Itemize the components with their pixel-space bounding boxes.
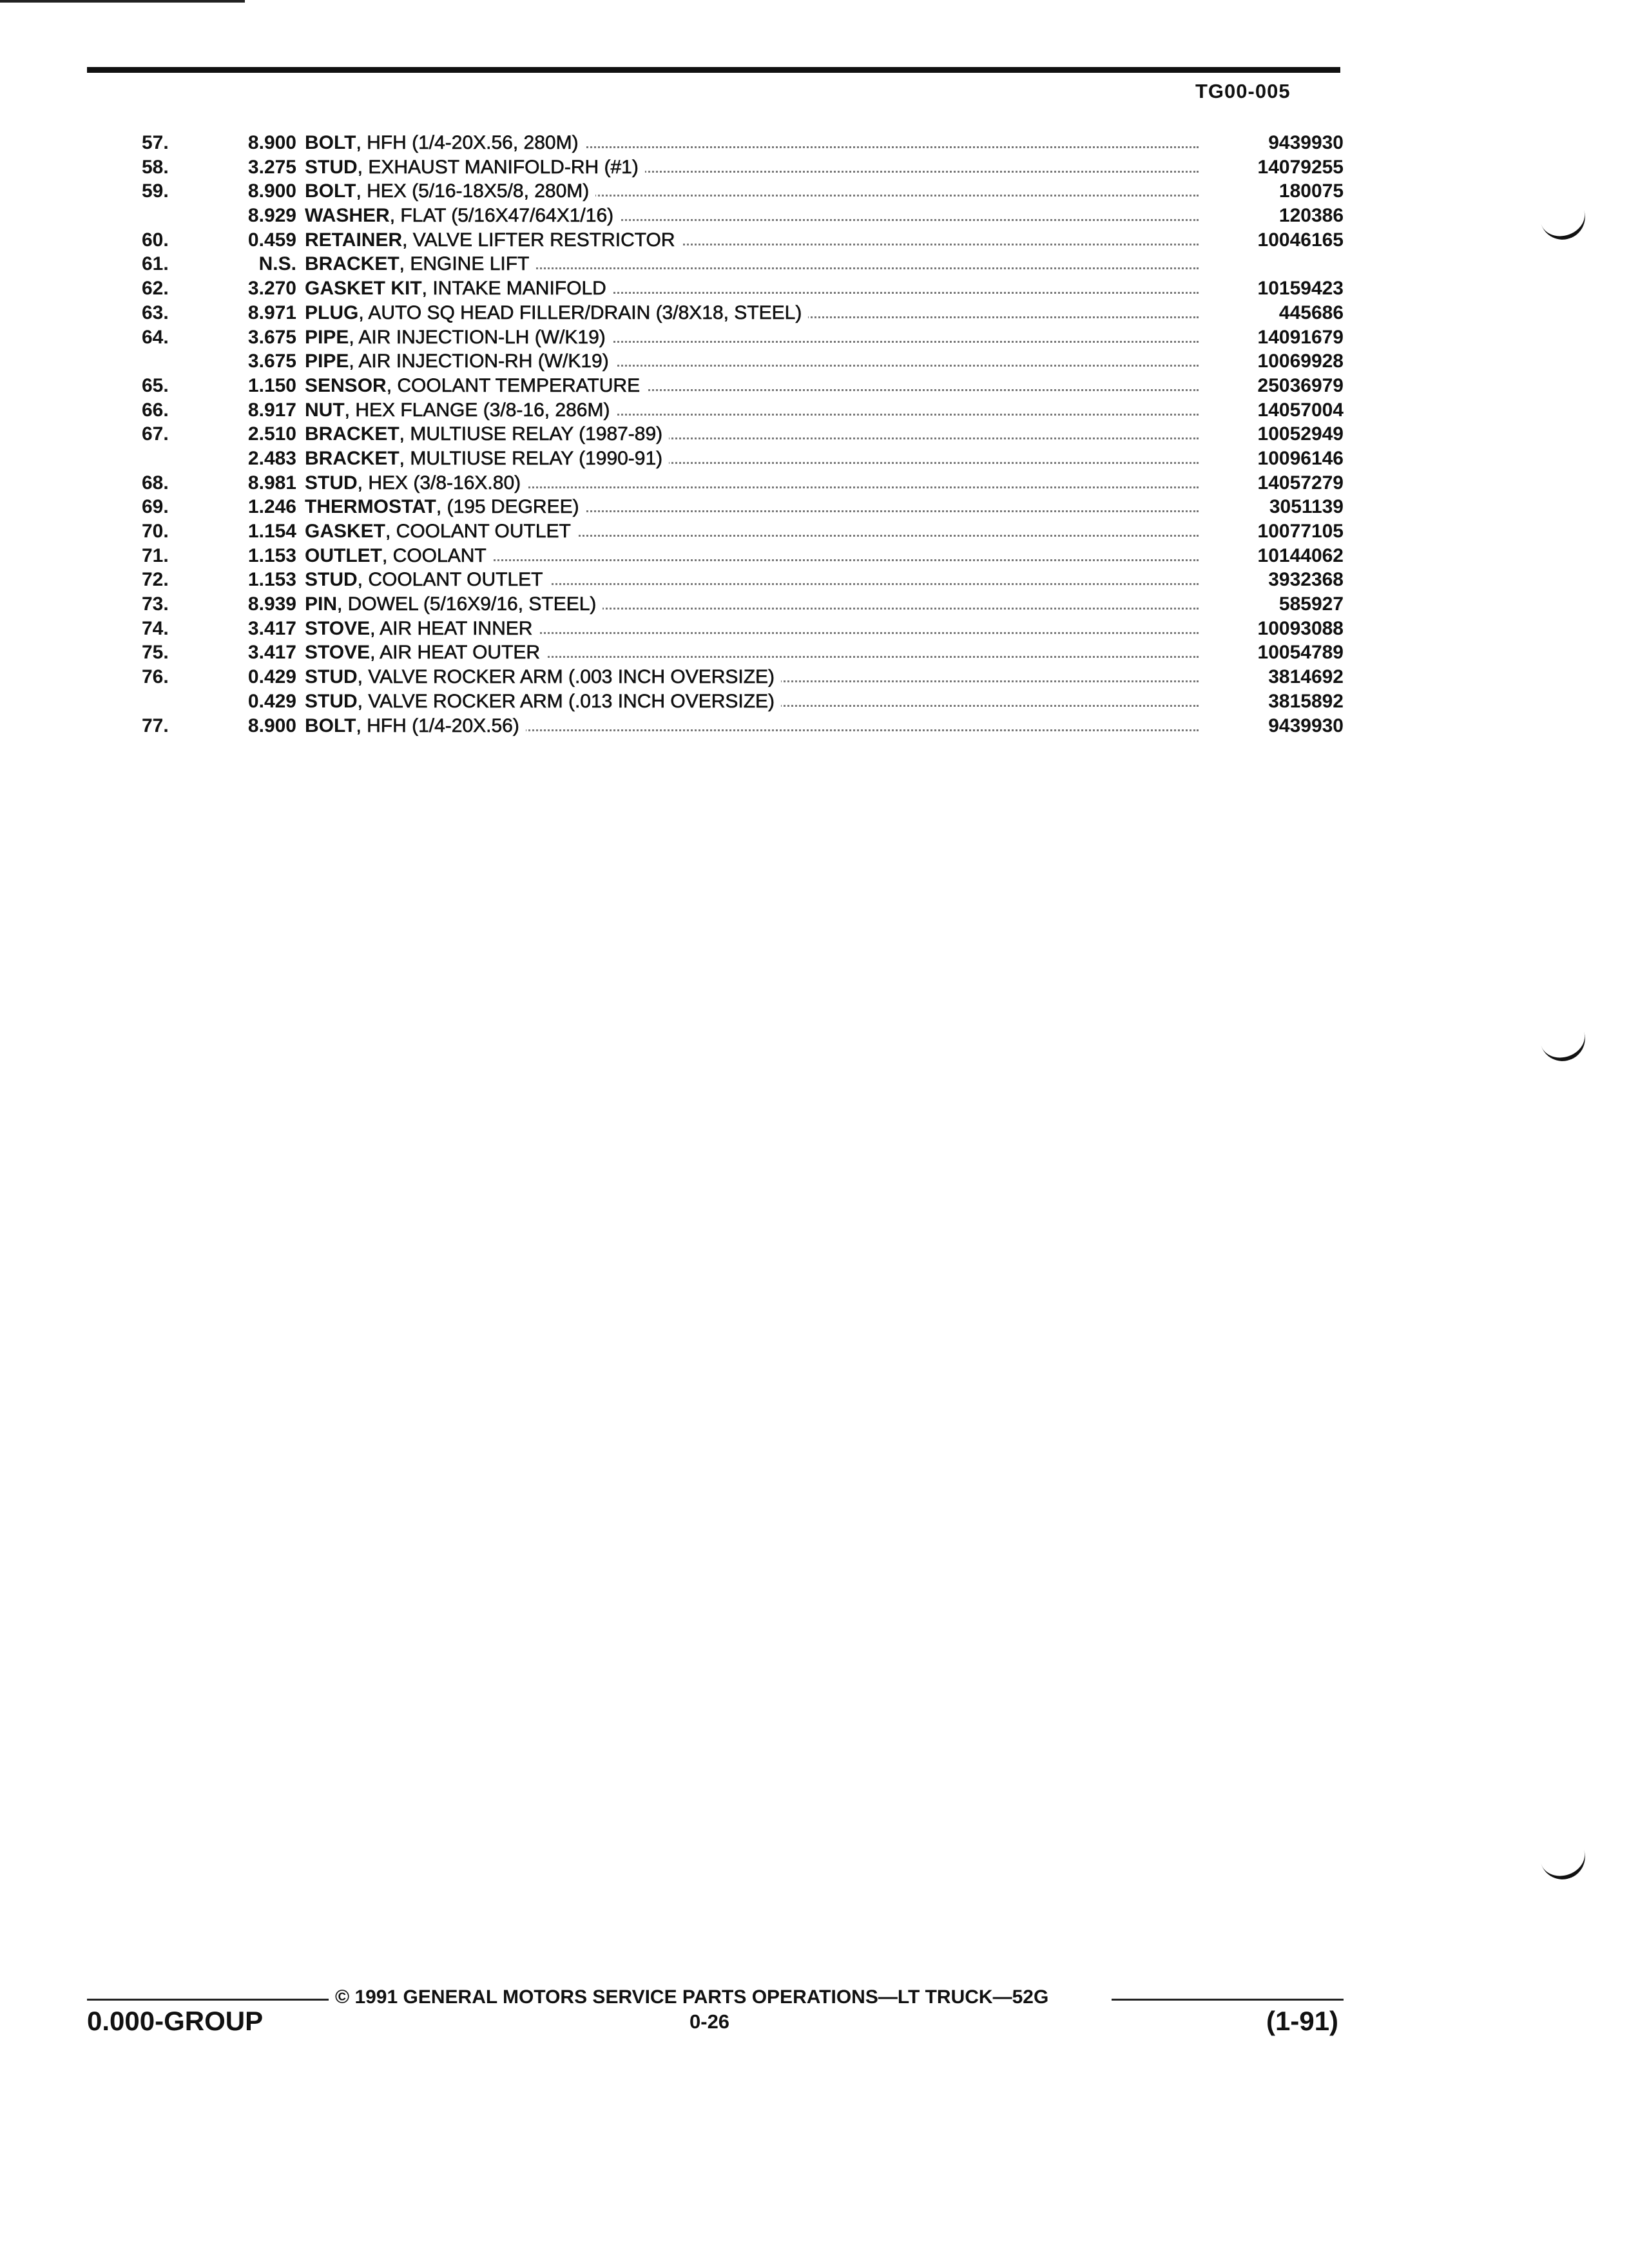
group-code: 1.150 (247, 374, 296, 396)
group-code: 3.417 (247, 642, 296, 664)
part-description (305, 592, 1202, 617)
part-name: THERMOSTAT (305, 496, 436, 518)
part-detail: , MULTIUSE RELAY (1987-89) (399, 423, 663, 445)
top-edge-mark (0, 0, 245, 3)
parts-row (142, 131, 1344, 155)
parts-row (142, 689, 1344, 714)
part-name: PIPE (305, 326, 349, 348)
part-number: 14079255 (1257, 156, 1344, 178)
ref-number: 59. (142, 180, 169, 202)
footer-rule-right (1112, 1999, 1344, 2001)
part-description (305, 204, 1202, 228)
parts-row (142, 374, 1344, 398)
ref-number: 57. (142, 132, 169, 153)
part-detail: , HFH (1/4-20X.56, 280M) (356, 132, 579, 153)
part-number: 3814692 (1268, 666, 1344, 688)
ref-number: 74. (142, 617, 169, 639)
revision-date: (1-91) (1266, 2006, 1339, 2036)
part-name: BRACKET (305, 253, 400, 275)
ref-number: 69. (142, 496, 169, 518)
parts-row (142, 301, 1344, 325)
part-description (305, 276, 1202, 301)
part-description (305, 714, 1202, 738)
part-name: STUD (305, 569, 358, 591)
part-name: PIPE (305, 351, 349, 372)
part-detail: , AUTO SQ HEAD FILLER/DRAIN (3/8X18, STEEL) (358, 302, 802, 323)
parts-row (142, 568, 1344, 592)
ref-number: 76. (142, 666, 169, 688)
part-detail: , COOLANT TEMPERATURE (386, 374, 641, 396)
part-description (305, 349, 1202, 374)
part-name: GASKET (305, 521, 386, 542)
group-code: 0.429 (247, 666, 296, 688)
parts-row (142, 204, 1344, 228)
part-detail: , FLAT (5/16X47/64X1/16) (389, 205, 614, 227)
part-number: 10096146 (1257, 447, 1344, 469)
group-code: 8.981 (247, 472, 296, 494)
header-rule (87, 67, 1340, 73)
part-name: STOVE (305, 642, 371, 664)
parts-row (142, 422, 1344, 447)
binder-hole-mark (1541, 1849, 1591, 1885)
part-number: 25036979 (1257, 374, 1344, 396)
part-description (305, 398, 1202, 423)
ref-number: 64. (142, 326, 169, 348)
parts-row (142, 495, 1344, 519)
part-detail: , HEX (3/8-16X.80) (357, 472, 521, 494)
part-number: 10069928 (1257, 351, 1344, 372)
part-description (305, 155, 1202, 180)
part-description (305, 252, 1202, 276)
part-number: 585927 (1278, 593, 1344, 615)
parts-row (142, 640, 1344, 665)
part-detail: , AIR INJECTION-RH (W/K19) (349, 351, 609, 372)
group-code: 8.917 (247, 399, 296, 421)
part-name: STUD (305, 690, 358, 712)
part-number: 10052949 (1257, 423, 1344, 445)
group-code: 8.929 (247, 205, 296, 227)
page-number: 0-26 (689, 2010, 730, 2033)
part-detail: , AIR INJECTION-LH (W/K19) (349, 326, 606, 348)
part-name: PLUG (305, 302, 359, 323)
ref-number: 61. (142, 253, 169, 275)
part-detail: , VALVE LIFTER RESTRICTOR (402, 229, 675, 251)
ref-number: 73. (142, 593, 169, 615)
part-name: SENSOR (305, 374, 387, 396)
part-number: 9439930 (1268, 132, 1344, 153)
part-detail: , EXHAUST MANIFOLD-RH (#1) (357, 156, 639, 178)
part-name: BOLT (305, 715, 356, 736)
parts-row (142, 617, 1344, 641)
parts-row (142, 471, 1344, 495)
parts-row (142, 592, 1344, 617)
part-description (305, 325, 1202, 350)
document-code: TG00-005 (1195, 80, 1291, 102)
parts-row (142, 252, 1344, 276)
part-detail: , ENGINE LIFT (399, 253, 530, 275)
parts-row (142, 544, 1344, 568)
parts-list (142, 131, 1344, 738)
parts-row (142, 714, 1344, 738)
part-detail: , HFH (1/4-20X.56) (356, 715, 519, 736)
part-description (305, 544, 1202, 568)
group-code: 3.275 (247, 156, 296, 178)
part-name: RETAINER (305, 229, 403, 251)
part-name: OUTLET (305, 544, 382, 566)
part-detail: , VALVE ROCKER ARM (.003 INCH OVERSIZE) (357, 666, 775, 688)
part-description (305, 617, 1202, 641)
part-name: BRACKET (305, 423, 400, 445)
part-number: 10077105 (1257, 521, 1344, 542)
ref-number: 70. (142, 521, 169, 542)
part-number: 3932368 (1268, 569, 1344, 591)
ref-number: 75. (142, 642, 169, 664)
parts-row (142, 447, 1344, 471)
parts-row (142, 155, 1344, 180)
part-name: WASHER (305, 205, 390, 227)
ref-number: 60. (142, 229, 169, 251)
parts-row (142, 665, 1344, 689)
binder-hole-mark (1541, 1031, 1591, 1067)
part-number: 14057004 (1257, 399, 1344, 421)
ref-number: 68. (142, 472, 169, 494)
part-name: BOLT (305, 180, 356, 202)
parts-row (142, 228, 1344, 253)
ref-number: 77. (142, 715, 169, 736)
part-detail: , INTAKE MANIFOLD (421, 278, 606, 300)
part-detail: , COOLANT OUTLET (385, 521, 571, 542)
part-number: 120386 (1278, 205, 1344, 227)
group-code: 2.483 (247, 447, 296, 469)
part-number: 14057279 (1257, 472, 1344, 494)
ref-number: 67. (142, 423, 169, 445)
part-name: STUD (305, 156, 358, 178)
part-detail: , COOLANT (382, 544, 487, 566)
part-detail: , VALVE ROCKER ARM (.013 INCH OVERSIZE) (357, 690, 775, 712)
ref-number: 62. (142, 278, 169, 300)
group-code: 1.153 (247, 569, 296, 591)
group-code: 3.270 (247, 278, 296, 300)
ref-number: 65. (142, 374, 169, 396)
group-code: N.S. (258, 253, 296, 275)
parts-row (142, 519, 1344, 544)
parts-row (142, 398, 1344, 423)
group-code: 1.153 (247, 544, 296, 566)
part-detail: , (195 DEGREE) (436, 496, 579, 518)
footer-rule-left (87, 1999, 329, 2001)
group-code: 0.429 (247, 690, 296, 712)
part-name: PIN (305, 593, 338, 615)
group-code: 8.900 (247, 180, 296, 202)
part-description (305, 568, 1202, 592)
part-description (305, 447, 1202, 471)
group-code: 3.675 (247, 326, 296, 348)
group-code: 1.154 (247, 521, 296, 542)
group-code: 2.510 (247, 423, 296, 445)
part-description (305, 689, 1202, 714)
part-number: 10054789 (1257, 642, 1344, 664)
part-description (305, 374, 1202, 398)
part-name: STUD (305, 666, 358, 688)
part-number: 10093088 (1257, 617, 1344, 639)
part-number: 14091679 (1257, 326, 1344, 348)
part-name: NUT (305, 399, 345, 421)
ref-number: 71. (142, 544, 169, 566)
ref-number: 66. (142, 399, 169, 421)
group-code: 8.939 (247, 593, 296, 615)
part-number: 10159423 (1257, 278, 1344, 300)
part-detail: , HEX (5/16-18X5/8, 280M) (356, 180, 590, 202)
group-code: 1.246 (247, 496, 296, 518)
part-detail: , AIR HEAT INNER (370, 617, 533, 639)
parts-row (142, 349, 1344, 374)
part-description (305, 131, 1202, 155)
part-description (305, 179, 1202, 204)
parts-row (142, 325, 1344, 350)
ref-number: 63. (142, 302, 169, 323)
part-number: 10046165 (1257, 229, 1344, 251)
part-number: 445686 (1278, 302, 1344, 323)
part-number: 3051139 (1269, 496, 1344, 518)
part-number: 9439930 (1268, 715, 1344, 736)
part-name: GASKET KIT (305, 278, 422, 300)
part-description (305, 665, 1202, 689)
parts-row (142, 276, 1344, 301)
group-code: 8.900 (247, 132, 296, 153)
part-description (305, 471, 1202, 495)
ref-number: 58. (142, 156, 169, 178)
group-label: 0.000-GROUP (87, 2006, 264, 2036)
part-detail: , AIR HEAT OUTER (370, 642, 541, 664)
part-name: BOLT (305, 132, 356, 153)
part-description (305, 640, 1202, 665)
part-name: STUD (305, 472, 358, 494)
part-detail: , MULTIUSE RELAY (1990-91) (399, 447, 663, 469)
group-code: 0.459 (247, 229, 296, 251)
part-number: 3815892 (1268, 690, 1344, 712)
group-code: 8.900 (247, 715, 296, 736)
part-description (305, 519, 1202, 544)
part-detail: , DOWEL (5/16X9/16, STEEL) (337, 593, 597, 615)
part-detail: , HEX FLANGE (3/8-16, 286M) (344, 399, 610, 421)
ref-number: 72. (142, 569, 169, 591)
parts-row (142, 179, 1344, 204)
copyright-notice: © 1991 GENERAL MOTORS SERVICE PARTS OPERATIONS—LT TRUCK—52G (335, 1986, 1049, 2008)
group-code: 8.971 (247, 302, 296, 323)
part-name: STOVE (305, 617, 371, 639)
group-code: 3.675 (247, 351, 296, 372)
group-code: 3.417 (247, 617, 296, 639)
part-description (305, 495, 1202, 519)
part-name: BRACKET (305, 447, 400, 469)
part-detail: , COOLANT OUTLET (357, 569, 543, 591)
binder-hole-mark (1541, 209, 1591, 245)
part-number: 180075 (1278, 180, 1344, 202)
part-description (305, 228, 1202, 253)
part-description (305, 301, 1202, 325)
part-description (305, 422, 1202, 447)
part-number: 10144062 (1257, 544, 1344, 566)
